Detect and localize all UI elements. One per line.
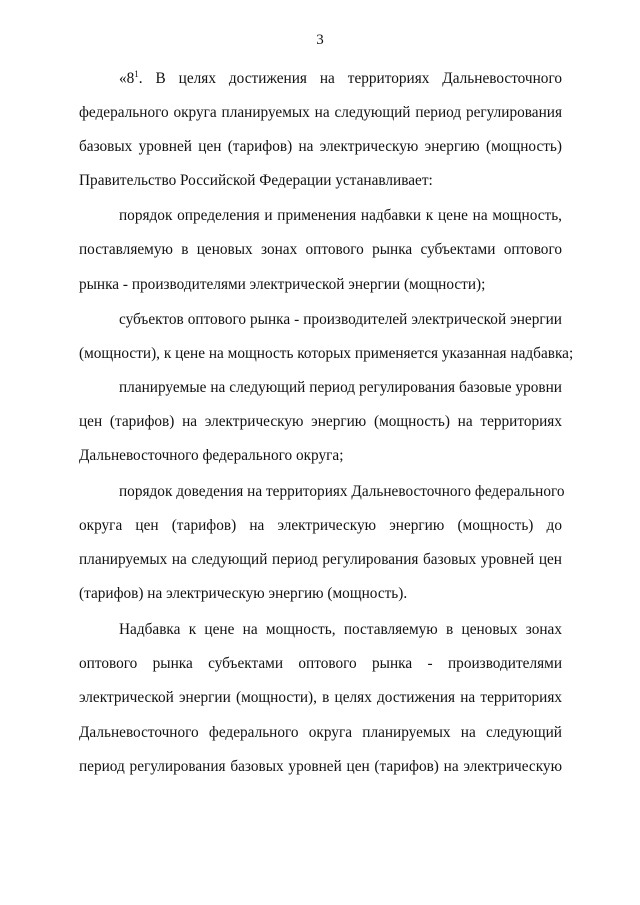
paragraph-1-line-4: Правительство Российской Федерации устанавливает: — [79, 172, 433, 189]
paragraph-6-line-3: электрической энергии (мощности), в целях достижения на территориях — [79, 689, 562, 706]
paragraph-2-line-1: порядок определения и применения надбавки к цене на мощность, — [119, 207, 562, 224]
paragraph-5-line-4: (тарифов) на электрическую энергию (мощность). — [79, 585, 408, 602]
paragraph-3-line-1: субъектов оптового рынка - производителей электрической энергии — [119, 311, 562, 328]
paragraph-6-line-1: Надбавка к цене на мощность, поставляемую в ценовых зонах — [119, 621, 562, 638]
paragraph-5-line-1: порядок доведения на территориях Дальневосточного федерального — [119, 483, 565, 500]
paragraph-4-line-1: планируемые на следующий период регулирования базовые уровни — [119, 379, 562, 396]
page-number: 3 — [316, 32, 324, 48]
paragraph-2-line-2: поставляемую в ценовых зонах оптового рынка субъектами оптового — [79, 241, 562, 258]
paragraph-1-line-3: базовых уровней цен (тарифов) на электрическую энергию (мощность) — [79, 138, 562, 155]
paragraph-2-line-3: рынка - производителями электрической энергии (мощности); — [79, 276, 486, 293]
paragraph-1-line-2: федерального округа планируемых на следующий период регулирования — [79, 104, 562, 121]
paragraph-6-line-5: период регулирования базовых уровней цен (тарифов) на электрическую — [79, 758, 562, 775]
paragraph-6-line-2: оптового рынка субъектами оптового рынка - производителями — [79, 655, 562, 672]
paragraph-6-line-4: Дальневосточного федерального округа планируемых на следующий — [79, 724, 562, 741]
paragraph-5-line-3: планируемых на следующий период регулирования базовых уровней цен — [79, 551, 562, 568]
paragraph-1-line-1-text: . В целях достижения на территориях Дальневосточного — [138, 70, 562, 87]
clause-number: «8 — [119, 70, 135, 87]
paragraph-5-line-2: округа цен (тарифов) на электрическую энергию (мощность) до — [79, 517, 562, 534]
clause-superscript: 1 — [134, 69, 139, 79]
paragraph-3-line-2: (мощности), к цене на мощность которых применяется указанная надбавка; — [79, 345, 574, 362]
paragraph-4-line-3: Дальневосточного федерального округа; — [79, 447, 344, 464]
paragraph-4-line-2: цен (тарифов) на электрическую энергию (мощность) на территориях — [79, 413, 562, 430]
paragraph-1-line-1 — [119, 70, 562, 88]
